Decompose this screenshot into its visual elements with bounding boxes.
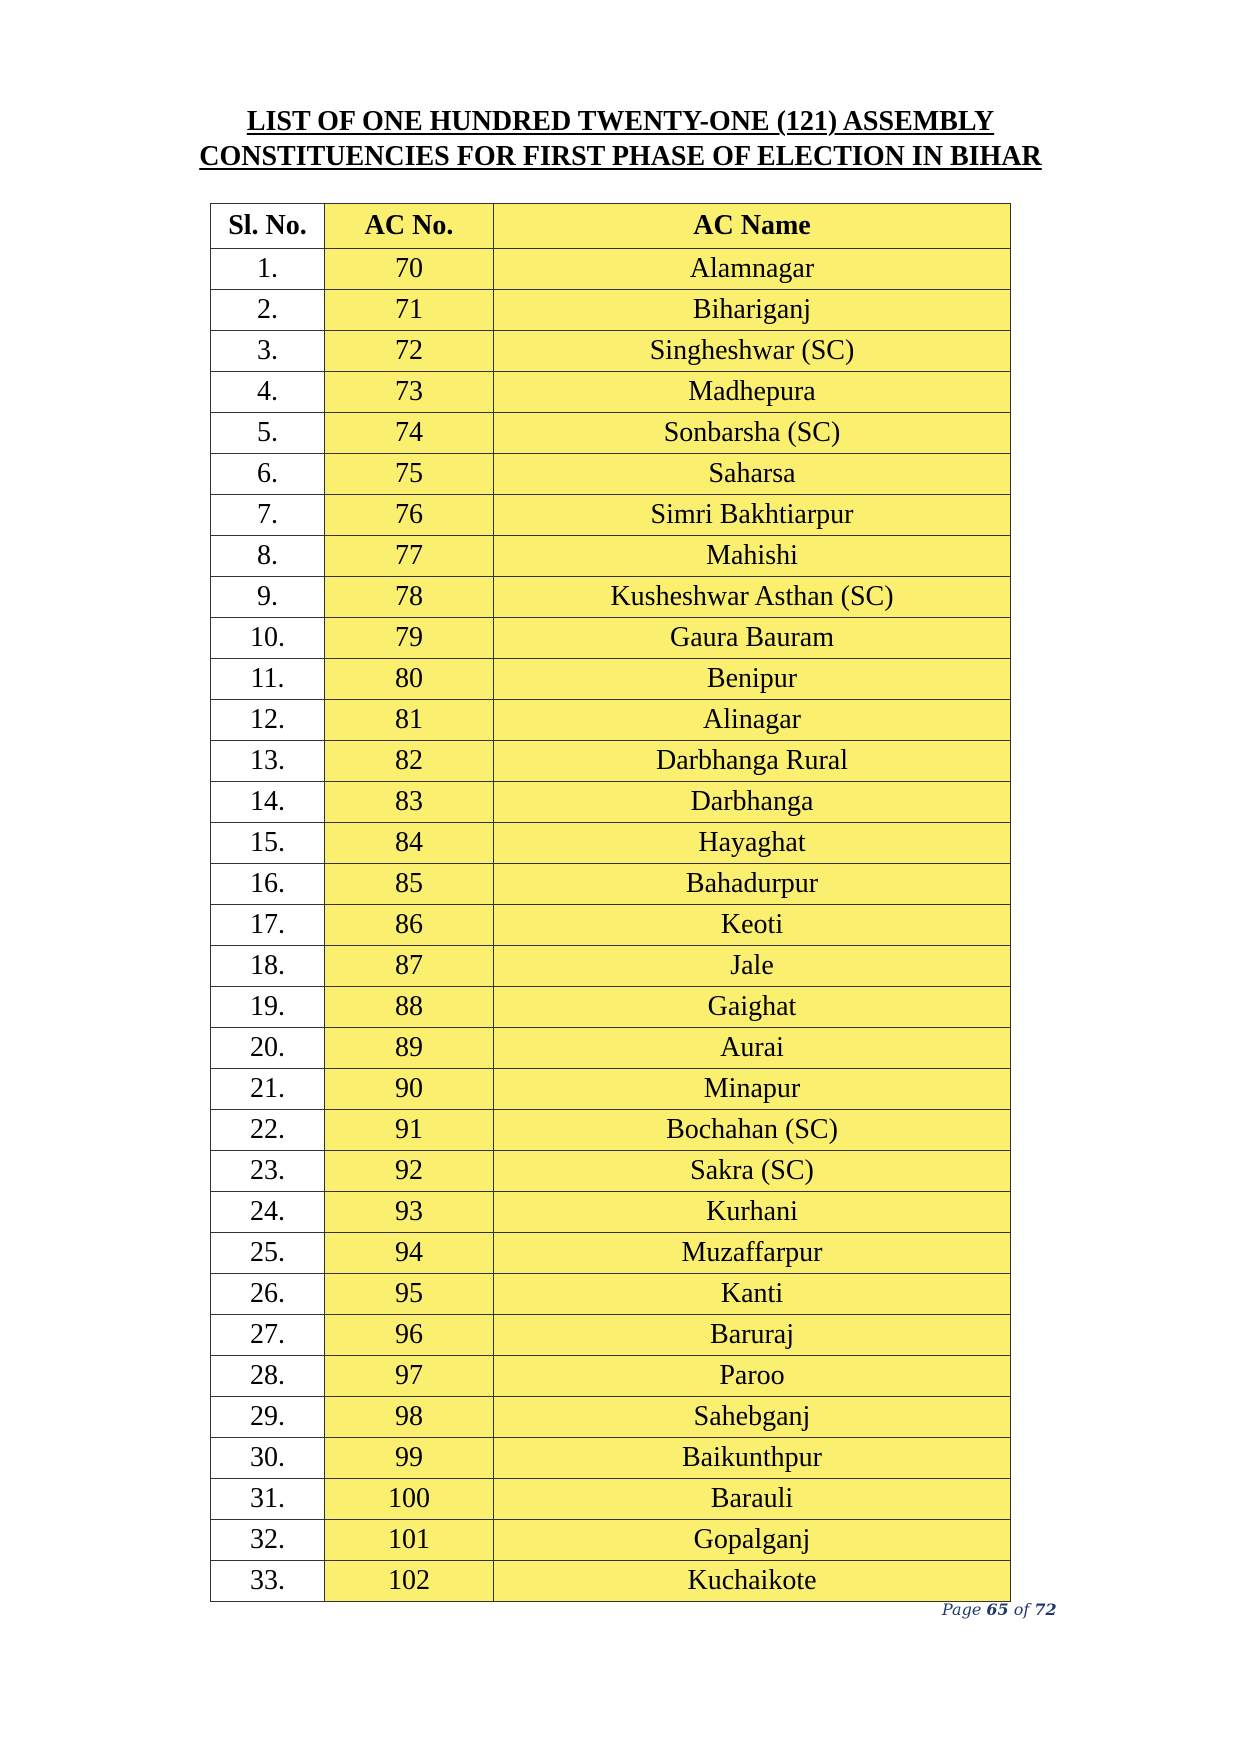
cell-ac-no: 78: [325, 577, 494, 618]
cell-ac-no: 81: [325, 700, 494, 741]
cell-sl-no: 7.: [211, 495, 325, 536]
cell-ac-name: Gaura Bauram: [494, 618, 1011, 659]
header-sl-no: Sl. No.: [211, 204, 325, 249]
table-row: [211, 1233, 1011, 1274]
cell-ac-name: Bahadurpur: [494, 864, 1011, 905]
cell-ac-no: 79: [325, 618, 494, 659]
cell-sl-no: 4.: [211, 372, 325, 413]
cell-ac-name: Paroo: [494, 1356, 1011, 1397]
table-row: [211, 454, 1011, 495]
cell-ac-no: 82: [325, 741, 494, 782]
cell-ac-no: 80: [325, 659, 494, 700]
cell-sl-no: 19.: [211, 987, 325, 1028]
cell-ac-name: Hayaghat: [494, 823, 1011, 864]
header-ac-no: AC No.: [325, 204, 494, 249]
cell-sl-no: 21.: [211, 1069, 325, 1110]
table-row: [211, 864, 1011, 905]
cell-ac-name: Sonbarsha (SC): [494, 413, 1011, 454]
cell-ac-name: Keoti: [494, 905, 1011, 946]
cell-ac-no: 99: [325, 1438, 494, 1479]
table-row: [211, 577, 1011, 618]
table-body: [211, 249, 1011, 1602]
footer-page-current: 65: [986, 1600, 1009, 1619]
cell-ac-no: 100: [325, 1479, 494, 1520]
cell-ac-no: 91: [325, 1110, 494, 1151]
cell-ac-no: 90: [325, 1069, 494, 1110]
table-row: [211, 741, 1011, 782]
cell-sl-no: 3.: [211, 331, 325, 372]
cell-sl-no: 11.: [211, 659, 325, 700]
cell-ac-name: Jale: [494, 946, 1011, 987]
title-line-1: LIST OF ONE HUNDRED TWENTY-ONE (121) ASSEMBLY: [246, 106, 995, 137]
table-row: [211, 495, 1011, 536]
table-row: [211, 823, 1011, 864]
cell-ac-name: Mahishi: [494, 536, 1011, 577]
cell-sl-no: 27.: [211, 1315, 325, 1356]
cell-ac-name: Aurai: [494, 1028, 1011, 1069]
constituency-table: [210, 203, 1011, 1602]
table-row: [211, 987, 1011, 1028]
cell-ac-no: 87: [325, 946, 494, 987]
cell-sl-no: 33.: [211, 1561, 325, 1602]
footer-of-word: of: [1013, 1600, 1030, 1619]
cell-sl-no: 23.: [211, 1151, 325, 1192]
cell-ac-no: 83: [325, 782, 494, 823]
table-row: [211, 905, 1011, 946]
cell-ac-no: 72: [325, 331, 494, 372]
cell-ac-name: Bihariganj: [494, 290, 1011, 331]
cell-sl-no: 25.: [211, 1233, 325, 1274]
table-row: [211, 946, 1011, 987]
table-row: [211, 536, 1011, 577]
table-row: [211, 1151, 1011, 1192]
cell-ac-name: Kuchaikote: [494, 1561, 1011, 1602]
cell-ac-name: Muzaffarpur: [494, 1233, 1011, 1274]
cell-sl-no: 15.: [211, 823, 325, 864]
cell-ac-name: Minapur: [494, 1069, 1011, 1110]
cell-ac-no: 98: [325, 1397, 494, 1438]
title-line-2: CONSTITUENCIES FOR FIRST PHASE OF ELECTION IN BIHAR: [199, 141, 1042, 172]
cell-ac-no: 97: [325, 1356, 494, 1397]
cell-ac-no: 85: [325, 864, 494, 905]
cell-sl-no: 10.: [211, 618, 325, 659]
cell-sl-no: 31.: [211, 1479, 325, 1520]
table-row: [211, 1479, 1011, 1520]
table-row: [211, 1192, 1011, 1233]
cell-ac-no: 92: [325, 1151, 494, 1192]
cell-ac-name: Alinagar: [494, 700, 1011, 741]
document-title: [0, 104, 1241, 174]
table-row: [211, 1356, 1011, 1397]
cell-sl-no: 1.: [211, 249, 325, 290]
table-row: [211, 1561, 1011, 1602]
header-ac-name: AC Name: [494, 204, 1011, 249]
cell-sl-no: 6.: [211, 454, 325, 495]
cell-sl-no: 9.: [211, 577, 325, 618]
table-row: [211, 1274, 1011, 1315]
table-row: [211, 700, 1011, 741]
table-row: [211, 1028, 1011, 1069]
table-row: [211, 331, 1011, 372]
cell-ac-no: 94: [325, 1233, 494, 1274]
cell-sl-no: 26.: [211, 1274, 325, 1315]
table-row: [211, 659, 1011, 700]
cell-sl-no: 13.: [211, 741, 325, 782]
cell-ac-name: Kusheshwar Asthan (SC): [494, 577, 1011, 618]
cell-ac-no: 70: [325, 249, 494, 290]
cell-sl-no: 20.: [211, 1028, 325, 1069]
cell-ac-name: Singheshwar (SC): [494, 331, 1011, 372]
table-row: [211, 1438, 1011, 1479]
cell-ac-name: Gopalganj: [494, 1520, 1011, 1561]
table-row: [211, 1110, 1011, 1151]
cell-ac-no: 96: [325, 1315, 494, 1356]
cell-ac-no: 102: [325, 1561, 494, 1602]
cell-ac-no: 74: [325, 413, 494, 454]
cell-ac-no: 84: [325, 823, 494, 864]
cell-sl-no: 17.: [211, 905, 325, 946]
cell-sl-no: 2.: [211, 290, 325, 331]
table-header-row: [211, 204, 1011, 249]
table-row: [211, 249, 1011, 290]
cell-ac-name: Alamnagar: [494, 249, 1011, 290]
cell-ac-no: 76: [325, 495, 494, 536]
table-row: [211, 782, 1011, 823]
cell-ac-no: 73: [325, 372, 494, 413]
cell-ac-no: 95: [325, 1274, 494, 1315]
cell-ac-no: 93: [325, 1192, 494, 1233]
cell-ac-name: Kurhani: [494, 1192, 1011, 1233]
cell-ac-name: Darbhanga: [494, 782, 1011, 823]
cell-sl-no: 16.: [211, 864, 325, 905]
table-row: [211, 413, 1011, 454]
table-row: [211, 1397, 1011, 1438]
cell-sl-no: 8.: [211, 536, 325, 577]
cell-sl-no: 29.: [211, 1397, 325, 1438]
cell-ac-name: Sahebganj: [494, 1397, 1011, 1438]
cell-ac-no: 75: [325, 454, 494, 495]
cell-sl-no: 14.: [211, 782, 325, 823]
cell-ac-name: Baikunthpur: [494, 1438, 1011, 1479]
cell-sl-no: 22.: [211, 1110, 325, 1151]
table-row: [211, 372, 1011, 413]
cell-ac-no: 71: [325, 290, 494, 331]
cell-sl-no: 5.: [211, 413, 325, 454]
cell-ac-name: Madhepura: [494, 372, 1011, 413]
footer-page-word: Page: [942, 1600, 982, 1619]
table-row: [211, 1069, 1011, 1110]
page-footer: [942, 1600, 1057, 1619]
table-row: [211, 290, 1011, 331]
cell-ac-name: Gaighat: [494, 987, 1011, 1028]
cell-ac-name: Baruraj: [494, 1315, 1011, 1356]
table-row: [211, 1315, 1011, 1356]
cell-sl-no: 12.: [211, 700, 325, 741]
cell-sl-no: 18.: [211, 946, 325, 987]
table-row: [211, 618, 1011, 659]
cell-sl-no: 30.: [211, 1438, 325, 1479]
cell-ac-no: 77: [325, 536, 494, 577]
cell-ac-name: Benipur: [494, 659, 1011, 700]
cell-ac-no: 101: [325, 1520, 494, 1561]
cell-sl-no: 28.: [211, 1356, 325, 1397]
cell-ac-no: 86: [325, 905, 494, 946]
cell-ac-name: Barauli: [494, 1479, 1011, 1520]
cell-sl-no: 24.: [211, 1192, 325, 1233]
cell-ac-name: Simri Bakhtiarpur: [494, 495, 1011, 536]
cell-ac-no: 89: [325, 1028, 494, 1069]
cell-ac-name: Kanti: [494, 1274, 1011, 1315]
cell-sl-no: 32.: [211, 1520, 325, 1561]
cell-ac-name: Sakra (SC): [494, 1151, 1011, 1192]
cell-ac-name: Saharsa: [494, 454, 1011, 495]
footer-page-total: 72: [1034, 1600, 1057, 1619]
table-row: [211, 1520, 1011, 1561]
cell-ac-no: 88: [325, 987, 494, 1028]
cell-ac-name: Darbhanga Rural: [494, 741, 1011, 782]
cell-ac-name: Bochahan (SC): [494, 1110, 1011, 1151]
